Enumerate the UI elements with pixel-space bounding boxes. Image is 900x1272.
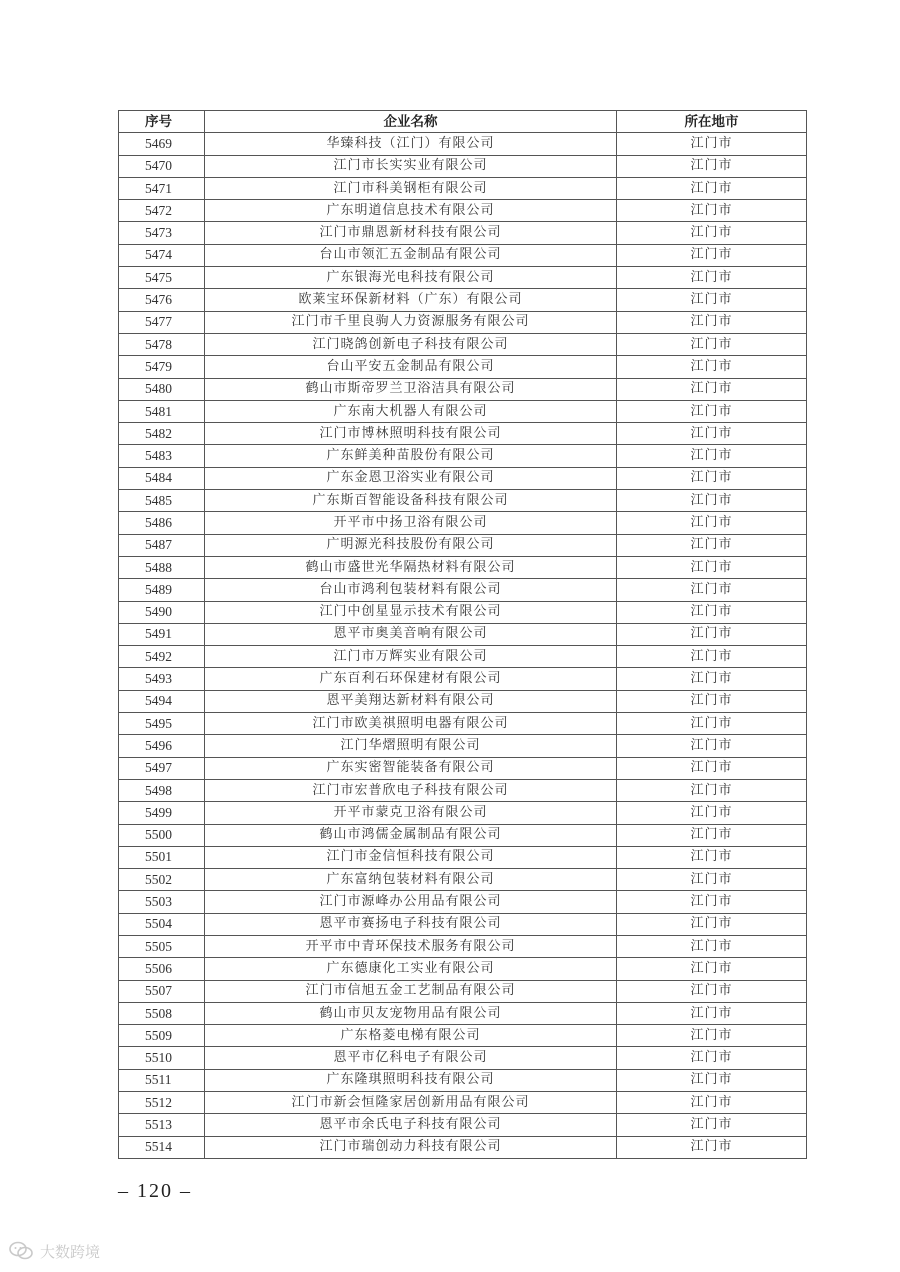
cell-city: 江门市 [617,1025,807,1047]
cell-serial-number: 5511 [119,1069,205,1091]
cell-city: 江门市 [617,311,807,333]
cell-company-name: 广东富纳包装材料有限公司 [205,869,617,891]
cell-company-name: 恩平市赛扬电子科技有限公司 [205,913,617,935]
cell-company-name: 广东金恩卫浴实业有限公司 [205,467,617,489]
table-row [119,980,807,1002]
table-row [119,490,807,512]
header-row [119,111,807,133]
cell-city: 江门市 [617,690,807,712]
table-row [119,779,807,801]
table-row [119,423,807,445]
table-row [119,757,807,779]
table-row [119,579,807,601]
cell-company-name: 江门市信旭五金工艺制品有限公司 [205,980,617,1002]
cell-company-name: 广东银海光电科技有限公司 [205,267,617,289]
cell-city: 江门市 [617,244,807,266]
header-company-name: 企业名称 [205,111,617,133]
cell-serial-number: 5490 [119,601,205,623]
cell-city: 江门市 [617,200,807,222]
table-row [119,177,807,199]
cell-serial-number: 5470 [119,155,205,177]
cell-serial-number: 5502 [119,869,205,891]
cell-serial-number: 5513 [119,1114,205,1136]
cell-serial-number: 5485 [119,490,205,512]
table-header [119,111,807,133]
cell-company-name: 江门市长实实业有限公司 [205,155,617,177]
cell-company-name: 广明源光科技股份有限公司 [205,534,617,556]
table-row [119,244,807,266]
cell-company-name: 江门市千里良驹人力资源服务有限公司 [205,311,617,333]
cell-city: 江门市 [617,356,807,378]
table-row [119,690,807,712]
company-table [118,110,807,1159]
table-row [119,333,807,355]
cell-company-name: 江门市源峰办公用品有限公司 [205,891,617,913]
cell-company-name: 恩平市亿科电子有限公司 [205,1047,617,1069]
cell-company-name: 开平市中扬卫浴有限公司 [205,512,617,534]
table-row [119,445,807,467]
cell-city: 江门市 [617,958,807,980]
table-row [119,802,807,824]
cell-company-name: 广东斯百智能设备科技有限公司 [205,490,617,512]
cell-serial-number: 5499 [119,802,205,824]
cell-company-name: 台山市领汇五金制品有限公司 [205,244,617,266]
cell-serial-number: 5488 [119,556,205,578]
cell-serial-number: 5509 [119,1025,205,1047]
cell-serial-number: 5475 [119,267,205,289]
cell-serial-number: 5507 [119,980,205,1002]
cell-serial-number: 5493 [119,668,205,690]
cell-serial-number: 5476 [119,289,205,311]
table-row [119,623,807,645]
table-row [119,378,807,400]
cell-city: 江门市 [617,490,807,512]
cell-city: 江门市 [617,467,807,489]
cell-city: 江门市 [617,846,807,868]
cell-company-name: 广东隆琪照明科技有限公司 [205,1069,617,1091]
cell-company-name: 欧莱宝环保新材料（广东）有限公司 [205,289,617,311]
cell-city: 江门市 [617,824,807,846]
table-row [119,356,807,378]
table-row [119,133,807,155]
cell-company-name: 广东明道信息技术有限公司 [205,200,617,222]
cell-serial-number: 5510 [119,1047,205,1069]
cell-city: 江门市 [617,779,807,801]
cell-serial-number: 5481 [119,400,205,422]
cell-serial-number: 5489 [119,579,205,601]
cell-company-name: 广东南大机器人有限公司 [205,400,617,422]
table-row [119,735,807,757]
watermark [8,1240,100,1262]
cell-company-name: 江门市鼎恩新材科技有限公司 [205,222,617,244]
cell-serial-number: 5512 [119,1092,205,1114]
table-row [119,1002,807,1024]
table-row [119,958,807,980]
cell-city: 江门市 [617,267,807,289]
cell-serial-number: 5491 [119,623,205,645]
cell-city: 江门市 [617,1136,807,1158]
cell-company-name: 江门市博林照明科技有限公司 [205,423,617,445]
cell-company-name: 恩平市余氏电子科技有限公司 [205,1114,617,1136]
cell-company-name: 开平市蒙克卫浴有限公司 [205,802,617,824]
table-row [119,400,807,422]
table-row [119,512,807,534]
cell-city: 江门市 [617,913,807,935]
cell-company-name: 恩平美翔达新材料有限公司 [205,690,617,712]
cell-serial-number: 5498 [119,779,205,801]
cell-company-name: 江门华熠照明有限公司 [205,735,617,757]
cell-company-name: 江门市万辉实业有限公司 [205,646,617,668]
cell-serial-number: 5514 [119,1136,205,1158]
cell-city: 江门市 [617,735,807,757]
table-row [119,646,807,668]
page-number: – 120 – [118,1180,192,1202]
cell-company-name: 江门市新会恒隆家居创新用品有限公司 [205,1092,617,1114]
table-body [119,133,807,1159]
cell-city: 江门市 [617,512,807,534]
cell-city: 江门市 [617,757,807,779]
cell-city: 江门市 [617,646,807,668]
table-row [119,222,807,244]
cell-serial-number: 5486 [119,512,205,534]
cell-serial-number: 5503 [119,891,205,913]
cell-city: 江门市 [617,869,807,891]
cell-serial-number: 5479 [119,356,205,378]
cell-company-name: 华臻科技（江门）有限公司 [205,133,617,155]
cell-serial-number: 5473 [119,222,205,244]
cell-serial-number: 5480 [119,378,205,400]
cell-city: 江门市 [617,1114,807,1136]
table-row [119,1069,807,1091]
cell-serial-number: 5487 [119,534,205,556]
cell-company-name: 江门市科美钢柜有限公司 [205,177,617,199]
cell-company-name: 江门晓鸽创新电子科技有限公司 [205,333,617,355]
header-serial-number: 序号 [119,111,205,133]
cell-city: 江门市 [617,1092,807,1114]
cell-serial-number: 5472 [119,200,205,222]
table-row [119,824,807,846]
cell-company-name: 鹤山市盛世光华隔热材料有限公司 [205,556,617,578]
cell-city: 江门市 [617,802,807,824]
cell-city: 江门市 [617,333,807,355]
table-row [119,913,807,935]
wechat-logo-icon [8,1240,34,1262]
cell-city: 江门市 [617,155,807,177]
cell-company-name: 恩平市奥美音响有限公司 [205,623,617,645]
table-row [119,668,807,690]
header-city: 所在地市 [617,111,807,133]
table-row [119,200,807,222]
cell-serial-number: 5494 [119,690,205,712]
cell-serial-number: 5501 [119,846,205,868]
cell-serial-number: 5508 [119,1002,205,1024]
table-row [119,935,807,957]
cell-company-name: 台山市鸿利包装材料有限公司 [205,579,617,601]
cell-serial-number: 5495 [119,713,205,735]
cell-company-name: 广东鲜美种苗股份有限公司 [205,445,617,467]
cell-company-name: 广东实密智能装备有限公司 [205,757,617,779]
cell-city: 江门市 [617,289,807,311]
cell-city: 江门市 [617,177,807,199]
cell-city: 江门市 [617,579,807,601]
table-row [119,289,807,311]
table-row [119,713,807,735]
cell-serial-number: 5504 [119,913,205,935]
cell-serial-number: 5483 [119,445,205,467]
cell-company-name: 鹤山市鸿儒金属制品有限公司 [205,824,617,846]
cell-city: 江门市 [617,1047,807,1069]
table-row [119,267,807,289]
cell-serial-number: 5484 [119,467,205,489]
cell-city: 江门市 [617,222,807,244]
cell-company-name: 江门市金信恒科技有限公司 [205,846,617,868]
table-row [119,1047,807,1069]
cell-city: 江门市 [617,668,807,690]
table-row [119,869,807,891]
cell-serial-number: 5492 [119,646,205,668]
cell-company-name: 鹤山市贝友宠物用品有限公司 [205,1002,617,1024]
cell-company-name: 开平市中青环保技术服务有限公司 [205,935,617,957]
cell-city: 江门市 [617,935,807,957]
cell-city: 江门市 [617,133,807,155]
cell-city: 江门市 [617,400,807,422]
cell-serial-number: 5496 [119,735,205,757]
cell-city: 江门市 [617,1069,807,1091]
cell-company-name: 广东格菱电梯有限公司 [205,1025,617,1047]
cell-city: 江门市 [617,1002,807,1024]
cell-city: 江门市 [617,980,807,1002]
table-row [119,534,807,556]
cell-company-name: 鹤山市斯帝罗兰卫浴洁具有限公司 [205,378,617,400]
cell-serial-number: 5482 [119,423,205,445]
table-row [119,1025,807,1047]
cell-serial-number: 5471 [119,177,205,199]
cell-city: 江门市 [617,601,807,623]
table-row [119,155,807,177]
cell-serial-number: 5505 [119,935,205,957]
cell-company-name: 江门中创星显示技术有限公司 [205,601,617,623]
table-row [119,1114,807,1136]
cell-company-name: 江门市宏普欣电子科技有限公司 [205,779,617,801]
cell-company-name: 江门市欧美祺照明电器有限公司 [205,713,617,735]
cell-city: 江门市 [617,378,807,400]
cell-serial-number: 5500 [119,824,205,846]
cell-serial-number: 5477 [119,311,205,333]
table-row [119,1092,807,1114]
cell-city: 江门市 [617,556,807,578]
cell-city: 江门市 [617,423,807,445]
table-row [119,601,807,623]
cell-serial-number: 5478 [119,333,205,355]
cell-company-name: 江门市瑞创动力科技有限公司 [205,1136,617,1158]
cell-company-name: 广东百利石环保建材有限公司 [205,668,617,690]
cell-city: 江门市 [617,623,807,645]
watermark-text: 大数跨境 [40,1242,101,1261]
cell-serial-number: 5469 [119,133,205,155]
table-row [119,891,807,913]
cell-city: 江门市 [617,713,807,735]
cell-city: 江门市 [617,534,807,556]
cell-serial-number: 5474 [119,244,205,266]
table-row [119,1136,807,1158]
table-row [119,556,807,578]
cell-serial-number: 5497 [119,757,205,779]
cell-serial-number: 5506 [119,958,205,980]
table-row [119,846,807,868]
cell-company-name: 台山平安五金制品有限公司 [205,356,617,378]
cell-city: 江门市 [617,891,807,913]
cell-city: 江门市 [617,445,807,467]
table-row [119,311,807,333]
table-row [119,467,807,489]
cell-company-name: 广东德康化工实业有限公司 [205,958,617,980]
